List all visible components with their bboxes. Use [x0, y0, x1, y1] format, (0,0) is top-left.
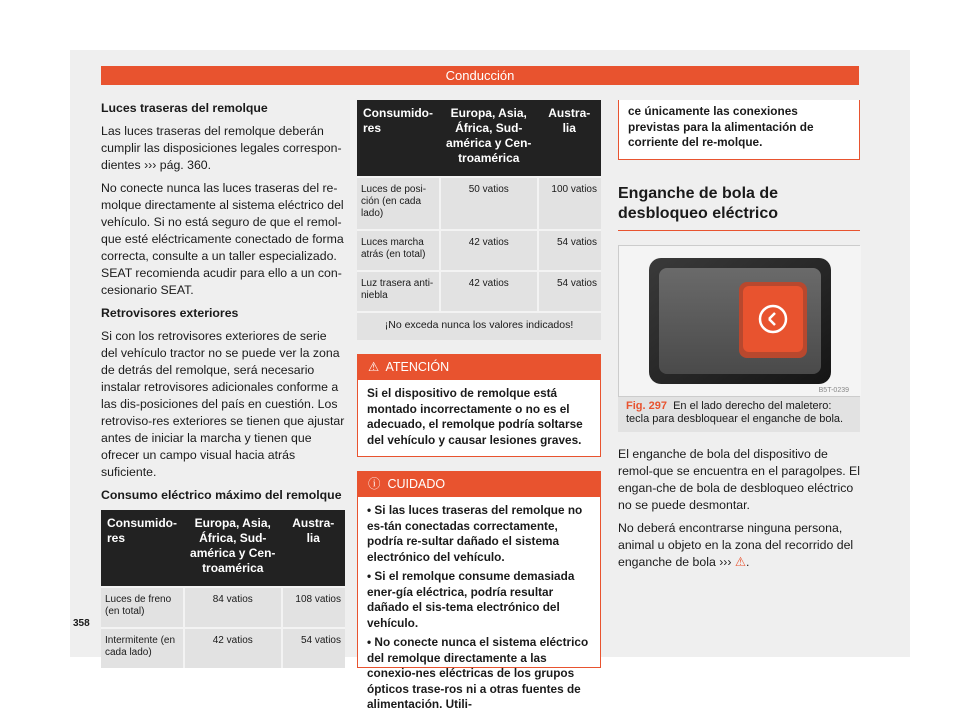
table-footer-note: ¡No exceda nunca los valores indicados!	[357, 312, 601, 340]
list-item: • No conecte nunca el sistema eléctrico del remolque directamente a las conexio-nes eléctricas de los grupos ópticos trase-ros ni a otras fuentes de alimentación. Utili-	[367, 635, 589, 711]
middle-column	[357, 100, 601, 711]
table-cell: Luces marcha atrás (en total)	[357, 230, 440, 271]
warning-box	[357, 354, 601, 457]
caution-list	[358, 497, 600, 713]
unlock-button-illustration	[619, 246, 861, 396]
table-row	[357, 271, 601, 312]
table-cell: 42 vatios	[440, 271, 538, 312]
table-row	[357, 230, 601, 271]
figure-caption	[618, 397, 860, 432]
paragraph-mirrors: Si con los retrovisores exteriores de serie del vehículo tractor no se puede ver la zona de detrás del remolque, será necesario instalar retrovisores adicionales conforme a las dis-posiciones del país en cuestión. Los retroviso-res exteriores se tienen que ajustar antes de iniciar la marcha y tienen que ofrecer un campo visual hacia atrás suficiente.	[101, 329, 345, 479]
caution-item-text: No conecte nunca el sistema eléctrico del remolque directamente a las conexio-nes eléctricas de los grupos ópticos trase-ros ni a otras fuentes de alimentación. Utili-	[367, 635, 589, 711]
caution-item-text: Si las luces traseras del remolque no es-tán conectadas correctamente, podría re-sultar dañado el sistema electrónico del vehículo.	[367, 503, 583, 564]
list-item: • Si el remolque consume demasiada ener-gía eléctrica, podría resultar dañado el sis-tema electrónico del vehículo.	[367, 569, 575, 630]
table-header: Consumido-res	[357, 100, 440, 177]
caution-header	[358, 472, 600, 497]
table-header: Europa, Asia, África, Sud-américa y Cen-troamérica	[184, 510, 282, 587]
caution-box	[357, 471, 601, 711]
right-column	[618, 100, 860, 577]
caution-title: CUIDADO	[387, 477, 446, 491]
table-cell: 100 vatios	[538, 177, 601, 230]
table-cell: 42 vatios	[440, 230, 538, 271]
info-circle-icon: ⓘ	[368, 477, 381, 491]
consumption-table-1	[101, 510, 345, 668]
consumption-table-2	[357, 100, 601, 340]
table-header: Consumido-res	[101, 510, 184, 587]
heading-max-consumption: Consumo eléctrico máximo del remolque	[101, 488, 342, 502]
warning-text: Si el dispositivo de remolque está montado incorrectamente o no es el adecuado, el remolque podría soltarse del vehículo y causar lesiones graves.	[367, 386, 583, 447]
table-cell: 54 vatios	[538, 230, 601, 271]
table-row	[101, 628, 345, 668]
chapter-header: Conducción	[101, 66, 859, 85]
table-cell: Luz trasera anti-niebla	[357, 271, 440, 312]
warning-header	[358, 355, 600, 380]
page-number: 358	[73, 618, 90, 629]
caution-item-text: Si el remolque consume demasiada ener-gía eléctrica, podría resultar dañado el sis-tema electrónico del vehículo.	[367, 569, 575, 630]
paragraph-no-person: No deberá encontrarse ninguna persona, animal u objeto en la zona del recorrido del enganche de bola ››› ⚠.	[618, 520, 854, 569]
table-row	[101, 587, 345, 628]
paragraph-no-person-text: No deberá encontrarse ninguna persona, animal u objeto en la zona del recorrido del enganche de bola ›››	[618, 520, 854, 569]
table-cell: Luces de freno (en total)	[101, 587, 184, 628]
warning-triangle-icon: ⚠	[368, 360, 380, 374]
table-cell: Intermitente (en cada lado)	[101, 628, 184, 668]
figure-caption-text: En el lado derecho del maletero: tecla para desbloquear el enganche de bola.	[626, 399, 844, 425]
section-title: Enganche de bola de desbloqueo eléctrico	[618, 184, 860, 231]
figure-code: B5T-0239	[818, 386, 849, 394]
table-header: Austra-lia	[538, 100, 601, 177]
table-cell: Luces de posi-ción (en cada lado)	[357, 177, 440, 230]
table-cell: 54 vatios	[538, 271, 601, 312]
heading-trailer-lights: Luces traseras del remolque	[101, 101, 268, 115]
table-row	[357, 177, 601, 230]
table-cell: 50 vatios	[440, 177, 538, 230]
figure-number: Fig. 297	[626, 399, 667, 412]
caution-continued: ce únicamente las conexiones previstas para la alimentación de corriente del re-molque.	[618, 100, 860, 160]
list-item: • Si las luces traseras del remolque no es-tán conectadas correctamente, podría re-sultar dañado el sistema electrónico del vehículo.	[367, 503, 583, 564]
paragraph-trailer-lights: Las luces traseras del remolque deberán cumplir las disposiciones legales correspon-dientes ››› pág. 360.	[101, 124, 342, 172]
table-cell: 84 vatios	[184, 587, 282, 628]
table-header: Europa, Asia, África, Sud-américa y Cen-troamérica	[440, 100, 538, 177]
table-cell: 54 vatios	[282, 628, 345, 668]
paragraph-ball-hitch: El enganche de bola del dispositivo de remol-que se encuentra en el paragolpes. El engan-che de bola de desbloqueo eléctrico no se puede desmontar.	[618, 446, 860, 512]
left-column	[101, 100, 345, 668]
table-cell: 42 vatios	[184, 628, 282, 668]
heading-mirrors: Retrovisores exteriores	[101, 306, 239, 320]
warning-triangle-icon: ⚠	[734, 554, 746, 569]
table-header: Austra-lia	[282, 510, 345, 587]
warning-title: ATENCIÓN	[385, 360, 450, 374]
table-cell: 108 vatios	[282, 587, 345, 628]
paragraph-no-connect: No conecte nunca las luces traseras del re-molque directamente al sistema eléctrico del vehículo. Si no está seguro de que el remol-que esté eléctricamente conectado de forma correcta, consulte a un taller especializado. SEAT recomienda acudir para ello a un con-cesionario SEAT.	[101, 181, 344, 297]
figure-image	[618, 245, 860, 397]
